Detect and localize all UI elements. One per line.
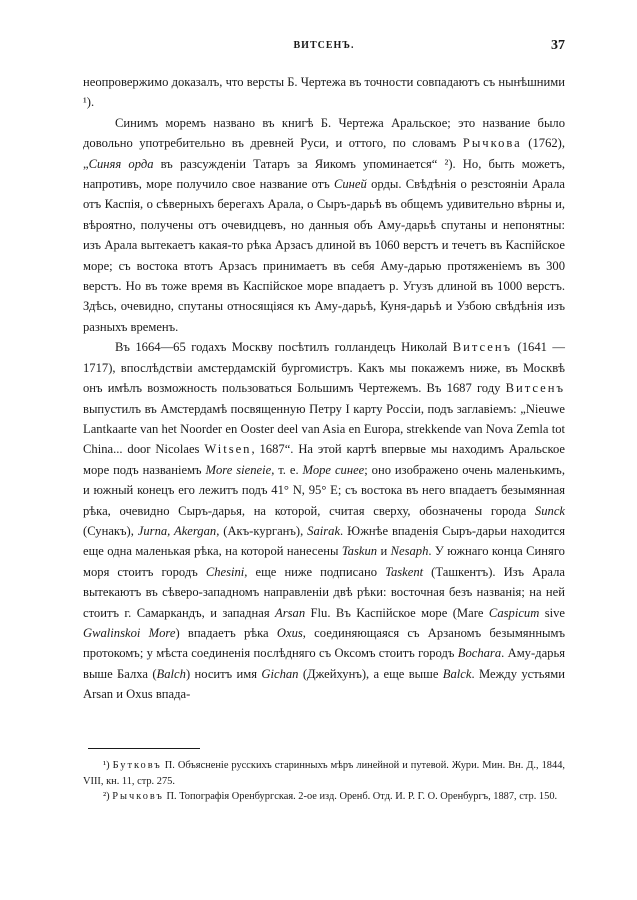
- page-number: 37: [551, 38, 565, 53]
- text-run: . Между устьями Arsan и Oxus впада-: [83, 666, 565, 702]
- paragraph-3: [83, 337, 565, 704]
- running-head: [83, 38, 565, 56]
- italic-term: Balck: [442, 666, 472, 681]
- text-run: выпустилъ въ Амстердамѣ посвященную Петру I карту Россіи, подъ заглавіемъ: „Nieuwe Lantkaarte van het Noorder en Ooster deel van Asia en Europa, strekkende van Nova Zemla tot China... door Nicolaes: [83, 401, 565, 457]
- italic-term: Nesaph: [390, 544, 429, 559]
- italic-term: Синяя орда: [88, 156, 154, 171]
- italic-term: Arsan: [275, 605, 306, 620]
- text-run: , еще ниже подписано: [244, 564, 386, 579]
- footnote-1: [83, 758, 565, 789]
- italic-term: Море синее: [302, 462, 365, 477]
- text-run: и: [377, 544, 391, 559]
- text-run: , 1687“. На этой картѣ впервые мы находимъ Аральское море подъ названіемъ: [83, 442, 565, 477]
- italic-term: Bochara: [457, 646, 502, 661]
- spaced-name: Витсенъ: [505, 381, 565, 396]
- text-run: , соединяющаяся съ Арзаномъ безымяннымъ протокомъ; у мѣста соединенія послѣдняго съ Оксомъ стоитъ городъ: [83, 625, 566, 661]
- text-run: Въ 1664—65 годахъ Москву посѣтилъ голландецъ Николай: [115, 340, 453, 355]
- spaced-name: Рычковъ: [112, 791, 164, 802]
- italic-term: Синей: [333, 177, 367, 192]
- text-run: ; оно изображено очень маленькимъ, и южный конецъ его лежитъ подъ 41° N, 95° E; съ востока въ него впадаетъ безымянная рѣка, очевидно Сыръ-дарья, на которой, считая сверху, обозначены города: [83, 462, 565, 518]
- italic-term: Sairak: [307, 523, 341, 538]
- text-run: П. Топографія Оренбургская. 2-ое изд. Оренб. Отд. И. Р. Г. О. Оренбургъ, 1887, стр. 150.: [163, 791, 558, 802]
- text-run: Flu. Въ Каспійское море (Mare: [305, 605, 489, 620]
- italic-term: Balch: [156, 666, 186, 681]
- text-run: (Джейхунъ), а еще выше: [298, 666, 443, 681]
- footnote-2: [83, 789, 565, 805]
- spaced-name: Witsen: [204, 442, 252, 457]
- text-run: ) впадаетъ рѣка: [175, 625, 277, 640]
- text-run: въ разсужденіи Татаръ за Яикомъ упоминается“ ²). Но, быть можетъ, напротивъ, море получило свое название отъ: [83, 156, 565, 192]
- text-run: орды. Свѣдѣнія о резстояніи Арала отъ Каспія, о сѣверныхъ берегахъ Арала, о Сыръ-дарьѣ въ общемъ удивительно вѣрны и, вѣроятно, получены отъ очевидцевъ, но данныя объ Аму-дарьѣ спутаны и непонятны: изъ Арала вытекаетъ какая-то рѣка Арзасъ длиной въ 1060 верстъ и течетъ въ Каспійское море; съ востока втотъ Арзасъ принимаетъ въ себя Аму-дарью протяженіемъ въ 300 верстъ. Но въ тоже время въ Каспійское море впадаетъ р. Угузъ длиной въ 1000 верстъ. Здѣсь, очевидно, спутаны относящіяся къ Аму-дарьѣ, Куня-дарьѣ и Узбою свѣдѣнія изъ разныхъ временъ.: [83, 177, 565, 334]
- italic-term: Oxus: [276, 625, 303, 640]
- italic-term: More sieneie: [205, 462, 272, 477]
- paragraph-2: [83, 113, 565, 337]
- footnote-marker: ²): [103, 791, 113, 802]
- footnotes: [83, 758, 565, 805]
- italic-term: Taskun: [341, 544, 378, 559]
- italic-term: Sunck: [534, 503, 565, 518]
- spaced-name: Бутковъ: [112, 760, 162, 771]
- spaced-name: Витсенъ: [452, 340, 513, 355]
- footnote-marker: ¹): [103, 760, 113, 771]
- paragraph-1-text: неопровержимо доказалъ, что версты Б. Чертежа въ точности совпадаютъ съ нынѣшними ¹).: [83, 75, 565, 110]
- text-run: (1762), „: [83, 136, 565, 171]
- italic-term: Taskent: [385, 564, 424, 579]
- text-run: . Южнѣе впаденія Сыръ-дарьи находится еще одна маленькая рѣка, на которой нанесены: [83, 523, 565, 559]
- italic-term: Chesini: [205, 564, 245, 579]
- italic-term: Jurna, Akergan: [137, 523, 217, 538]
- italic-term: Gichan: [261, 666, 299, 681]
- italic-term: Caspicum: [488, 605, 540, 620]
- main-text: [83, 72, 565, 705]
- text-run: , т. е.: [271, 462, 303, 477]
- text-run: , (Акъ-курганъ),: [216, 523, 308, 538]
- spaced-name: Рычкова: [462, 136, 522, 151]
- text-run: ) носитъ имя: [185, 666, 262, 681]
- running-title: ВИТСЕНЪ.: [293, 40, 355, 51]
- text-run: sive: [539, 605, 566, 620]
- text-run: (Ташкентъ). Изъ Арала вытекаютъ въ сѣверо-западномъ направленіи двѣ рѣки: восточная безъ названія; на ней стоитъ г. Самаркандъ, и западная: [83, 564, 565, 620]
- text-run: . У южнаго конца Синяго моря стоитъ городъ: [83, 544, 565, 579]
- italic-term: Gwalinskoi More: [83, 625, 176, 640]
- text-run: Синимъ моремъ названо въ книгѣ Б. Чертежа Аральское; это название было довольно употребительно въ древней Руси, и оттого, по словамъ: [83, 115, 565, 151]
- paragraph-1: [83, 72, 565, 113]
- footnote-divider: [88, 748, 200, 749]
- text-run: . Аму-дарья выше Балха (: [83, 646, 565, 681]
- text-run: (Сунакъ),: [83, 523, 138, 538]
- text-run: П. Объясненіе русскихъ старинныхъ мѣръ линейной и путевой. Жури. Мин. Вн. Д., 1844, VIII, кн. 11, стр. 275.: [83, 760, 565, 787]
- text-run: (1641 — 1717), впослѣдствіи амстердамскій бургомистръ. Какъ мы покажемъ ниже, въ Москвѣ онъ имѣлъ возможность пользоваться Большимъ Чертежемъ. Въ 1687 году: [83, 340, 565, 396]
